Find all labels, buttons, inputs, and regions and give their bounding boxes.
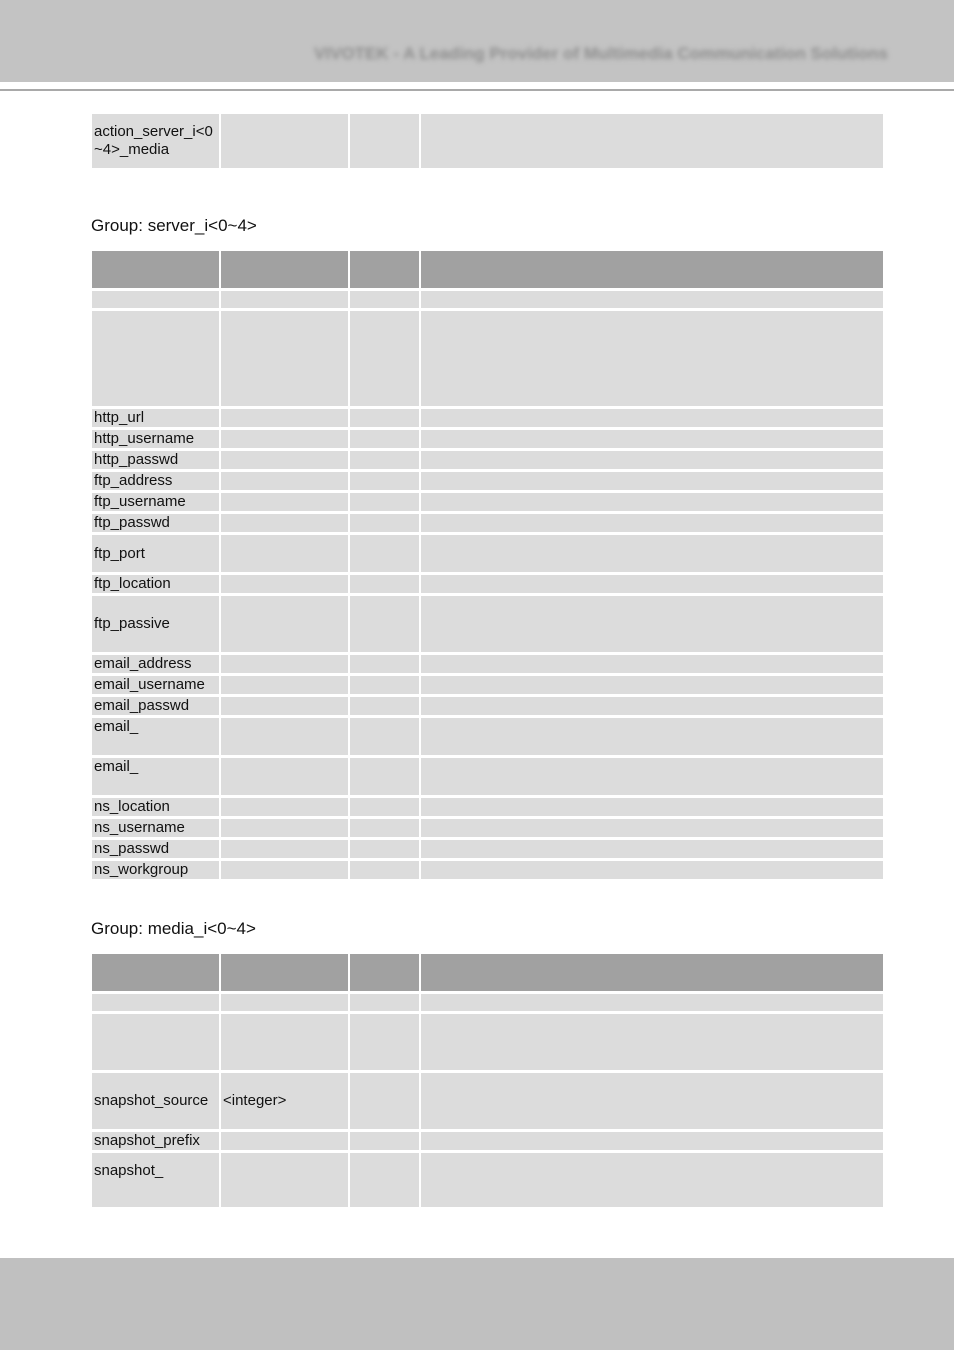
table-row (92, 311, 883, 409)
param-name (92, 311, 221, 409)
param-description (421, 114, 883, 171)
param-security (350, 114, 421, 171)
table-row (92, 114, 883, 171)
param-type (221, 1132, 350, 1153)
server-group-title: Group: server_i<0~4> (91, 216, 257, 235)
table-row (92, 758, 883, 798)
param-name (92, 291, 221, 311)
param-name: email_username (92, 676, 221, 697)
param-name: snapshot_prefix (92, 1132, 221, 1153)
column-header (421, 954, 883, 994)
table-header-row (92, 954, 883, 994)
param-name: email_address (92, 655, 221, 676)
param-name: ns_username (92, 819, 221, 840)
column-header (92, 251, 221, 291)
param-name: email_ (92, 718, 221, 758)
param-name: email_ (92, 758, 221, 798)
table-row (92, 472, 883, 493)
table-row (92, 1014, 883, 1073)
column-header (221, 954, 350, 994)
param-type (221, 114, 350, 171)
param-name: snapshot_ (92, 1153, 221, 1210)
table-row (92, 535, 883, 575)
param-type (221, 1153, 350, 1210)
param-type (221, 994, 350, 1014)
param-name: ns_location (92, 798, 221, 819)
table-row (92, 1153, 883, 1210)
table-row (92, 575, 883, 596)
page-header (0, 0, 954, 82)
table-row (92, 514, 883, 535)
param-name: ftp_address (92, 472, 221, 493)
table-row (92, 697, 883, 718)
param-type: <integer> (221, 1073, 350, 1132)
param-name: ftp_passwd (92, 514, 221, 535)
table-row (92, 798, 883, 819)
param-name: ftp_port (92, 535, 221, 575)
page-footer (0, 1258, 954, 1350)
param-name: ns_workgroup (92, 861, 221, 882)
param-name: http_username (92, 430, 221, 451)
table-row (92, 718, 883, 758)
table-row (92, 1132, 883, 1153)
column-header (92, 954, 221, 994)
header-tagline: VIVOTEK - A Leading Provider of Multimedia Communication Solutions (314, 44, 888, 63)
param-name: http_passwd (92, 451, 221, 472)
param-type (221, 1014, 350, 1073)
column-header (421, 251, 883, 291)
param-name: ftp_passive (92, 596, 221, 655)
param-name: ns_passwd (92, 840, 221, 861)
table-row (92, 676, 883, 697)
table-row (92, 596, 883, 655)
continued-parameter-table (92, 114, 883, 171)
table-row (92, 493, 883, 514)
param-name: snapshot_source (92, 1073, 221, 1132)
param-name: http_url (92, 409, 221, 430)
server-parameter-table (92, 251, 883, 882)
table-header-row (92, 251, 883, 291)
table-row (92, 861, 883, 882)
table-row (92, 994, 883, 1014)
param-name: ftp_username (92, 493, 221, 514)
table-row (92, 409, 883, 430)
param-name: ftp_location (92, 575, 221, 596)
table-row (92, 655, 883, 676)
table-row (92, 451, 883, 472)
table-row (92, 840, 883, 861)
header-divider (0, 89, 954, 91)
table-row (92, 430, 883, 451)
param-name: email_passwd (92, 697, 221, 718)
column-header (221, 251, 350, 291)
param-name (92, 994, 221, 1014)
media-parameter-table (92, 954, 883, 1210)
column-header (350, 954, 421, 994)
column-header (350, 251, 421, 291)
table-row (92, 291, 883, 311)
param-name (92, 1014, 221, 1073)
table-row (92, 819, 883, 840)
media-group-title: Group: media_i<0~4> (91, 919, 256, 938)
param-name: action_server_i<0~4>_media (92, 114, 221, 171)
table-row (92, 1073, 883, 1132)
